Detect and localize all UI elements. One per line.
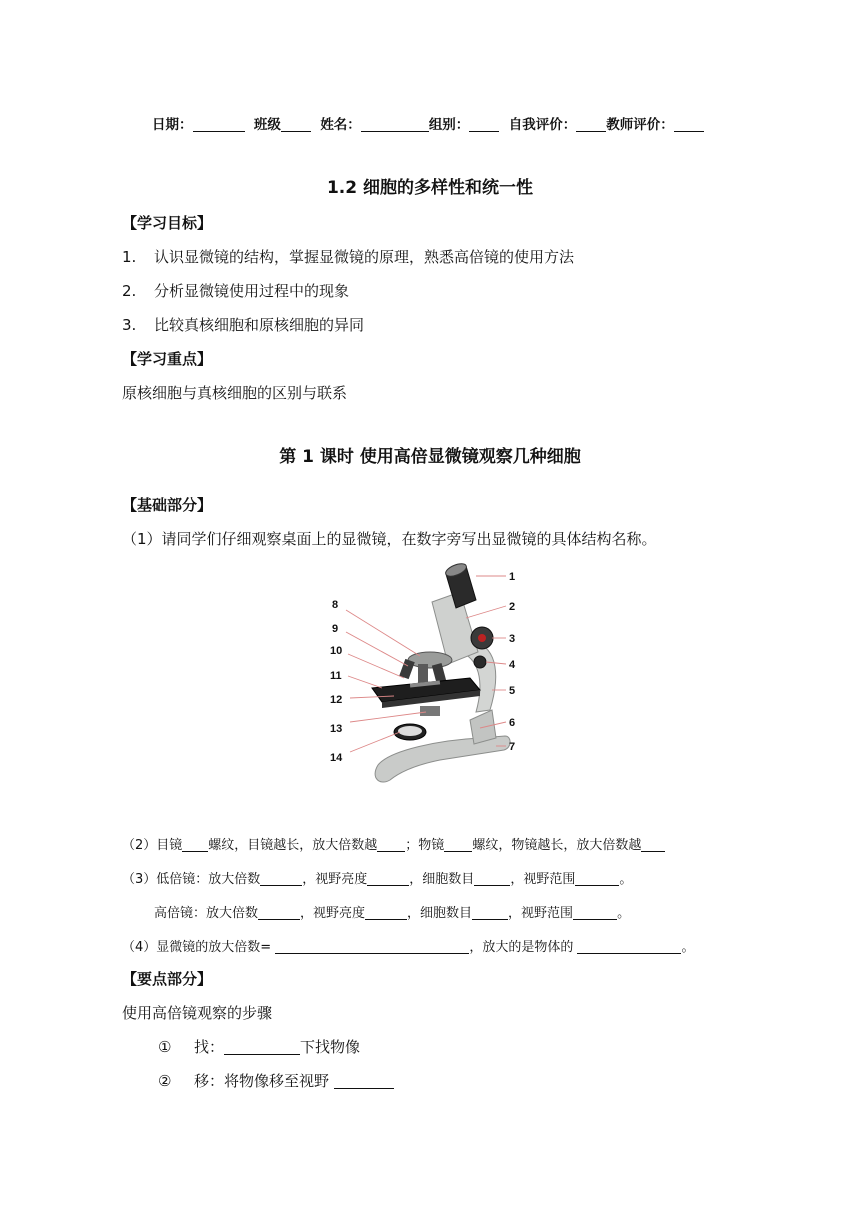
- objective-number: 1.: [122, 248, 137, 266]
- q3-high-end: 。: [617, 906, 631, 921]
- q3-high-blank-4: [573, 905, 617, 920]
- objective-item: [122, 246, 574, 267]
- figure-label-4: 4: [509, 659, 516, 671]
- q3-low-part-1: ，视野亮度: [302, 872, 368, 887]
- key-points-text: 原核细胞与真核细胞的区别与联系: [122, 384, 348, 402]
- objective-number: 3.: [122, 316, 137, 334]
- self-eval-blank: [576, 117, 606, 132]
- figure-label-8: 8: [332, 599, 339, 611]
- objective-text: 认识显微镜的结构，掌握显微镜的原理，熟悉高倍镜的使用方法: [154, 248, 575, 266]
- q2-part-2: ；物镜: [405, 838, 445, 853]
- q3-high-blank-2: [365, 905, 407, 920]
- step-blank: [334, 1074, 394, 1089]
- objectives-heading: 【学习目标】: [122, 214, 213, 232]
- step-marker: ①: [158, 1038, 172, 1056]
- q2-part-1: 螺纹，目镜越长，放大倍数越: [208, 838, 378, 853]
- key-points-heading: 【学习重点】: [122, 350, 213, 368]
- objective-number: 2.: [122, 282, 137, 300]
- name-label: 姓名：: [320, 117, 361, 133]
- question-3-low: [122, 868, 632, 887]
- q2-blank-2: [377, 837, 405, 852]
- group-label: 组别：: [428, 117, 470, 133]
- figure-label-1: 1: [509, 571, 516, 583]
- class-label: 班级: [253, 117, 281, 133]
- step-item: [158, 1036, 360, 1057]
- q3-low-end: 。: [619, 872, 633, 887]
- q3-low-blank-1: [260, 871, 302, 886]
- self-eval-label: 自我评价：: [508, 117, 577, 133]
- q3-low-blank-2: [367, 871, 409, 886]
- microscope-drawing: [372, 561, 510, 782]
- header-info-line: [152, 113, 704, 133]
- figure-label-13: 13: [330, 723, 343, 735]
- figure-label-12: 12: [330, 694, 343, 706]
- page-title: 1.2 细胞的多样性和统一性: [326, 178, 534, 198]
- q3-high-prefix: 高倍镜：放大倍数: [154, 906, 259, 921]
- name-blank: [361, 117, 429, 132]
- figure-label-3: 3: [509, 633, 516, 645]
- q4-part-1: ，放大的是物体的: [469, 940, 574, 955]
- objective-text: 比较真核细胞和原核细胞的异同: [154, 316, 365, 334]
- basics-heading: 【基础部分】: [122, 496, 213, 514]
- q3-low-part-3: ，视野范围: [510, 872, 576, 887]
- objective-item: [122, 280, 349, 301]
- step-marker: ②: [158, 1072, 172, 1090]
- objective-text: 分析显微镜使用过程中的现象: [154, 282, 350, 300]
- microscope-diagram: [320, 560, 540, 790]
- step-item: [158, 1070, 394, 1091]
- q2-prefix: （2）目镜: [122, 838, 183, 853]
- q3-high-part-1: ，视野亮度: [300, 906, 366, 921]
- lesson-title: 第 1 课时 使用高倍显微镜观察几种细胞: [279, 447, 581, 467]
- q3-high-part-3: ，视野范围: [508, 906, 574, 921]
- date-blank: [193, 117, 245, 132]
- class-blank: [281, 117, 311, 132]
- q3-low-blank-3: [474, 871, 510, 886]
- q2-blank-3: [444, 837, 472, 852]
- key-section-intro: 使用高倍镜观察的步骤: [122, 1004, 273, 1022]
- objective-item: [122, 314, 364, 335]
- figure-label-5: 5: [509, 685, 516, 697]
- step-prefix: 移：将物像移至视野: [194, 1072, 330, 1090]
- figure-label-14: 14: [330, 752, 343, 764]
- q2-blank-1: [182, 837, 208, 852]
- question-4: [122, 936, 694, 955]
- q3-high-blank-1: [258, 905, 300, 920]
- q4-blank-1: [275, 939, 469, 954]
- step-prefix: 找：: [194, 1038, 225, 1056]
- q3-low-blank-4: [575, 871, 619, 886]
- figure-label-2: 2: [509, 601, 516, 613]
- q4-blank-2: [577, 939, 681, 954]
- step-blank: [224, 1040, 300, 1055]
- teacher-eval-blank: [674, 117, 704, 132]
- question-2: [122, 834, 665, 853]
- q3-low-prefix: （3）低倍镜：放大倍数: [122, 872, 261, 887]
- q3-low-part-2: ，细胞数目: [409, 872, 475, 887]
- figure-label-6: 6: [509, 717, 516, 729]
- figure-label-7: 7: [509, 741, 516, 753]
- q4-prefix: （4）显微镜的放大倍数=: [122, 940, 272, 955]
- q3-high-blank-3: [472, 905, 508, 920]
- figure-label-10: 10: [330, 645, 343, 657]
- step-suffix: 下找物像: [300, 1038, 361, 1056]
- q2-blank-4: [641, 837, 665, 852]
- teacher-eval-label: 教师评价：: [606, 117, 674, 133]
- q2-part-3: 螺纹，物镜越长，放大倍数越: [472, 838, 642, 853]
- group-blank: [469, 117, 499, 132]
- question-1: （1）请同学们仔细观察桌面上的显微镜，在数字旁写出显微镜的具体结构名称。: [122, 530, 657, 548]
- q4-end: 。: [681, 940, 695, 955]
- figure-label-11: 11: [330, 670, 342, 682]
- q3-high-part-2: ，细胞数目: [407, 906, 473, 921]
- date-label: 日期：: [152, 117, 193, 133]
- figure-label-9: 9: [332, 623, 339, 635]
- question-3-high: [154, 902, 630, 921]
- key-section-heading: 【要点部分】: [122, 970, 213, 988]
